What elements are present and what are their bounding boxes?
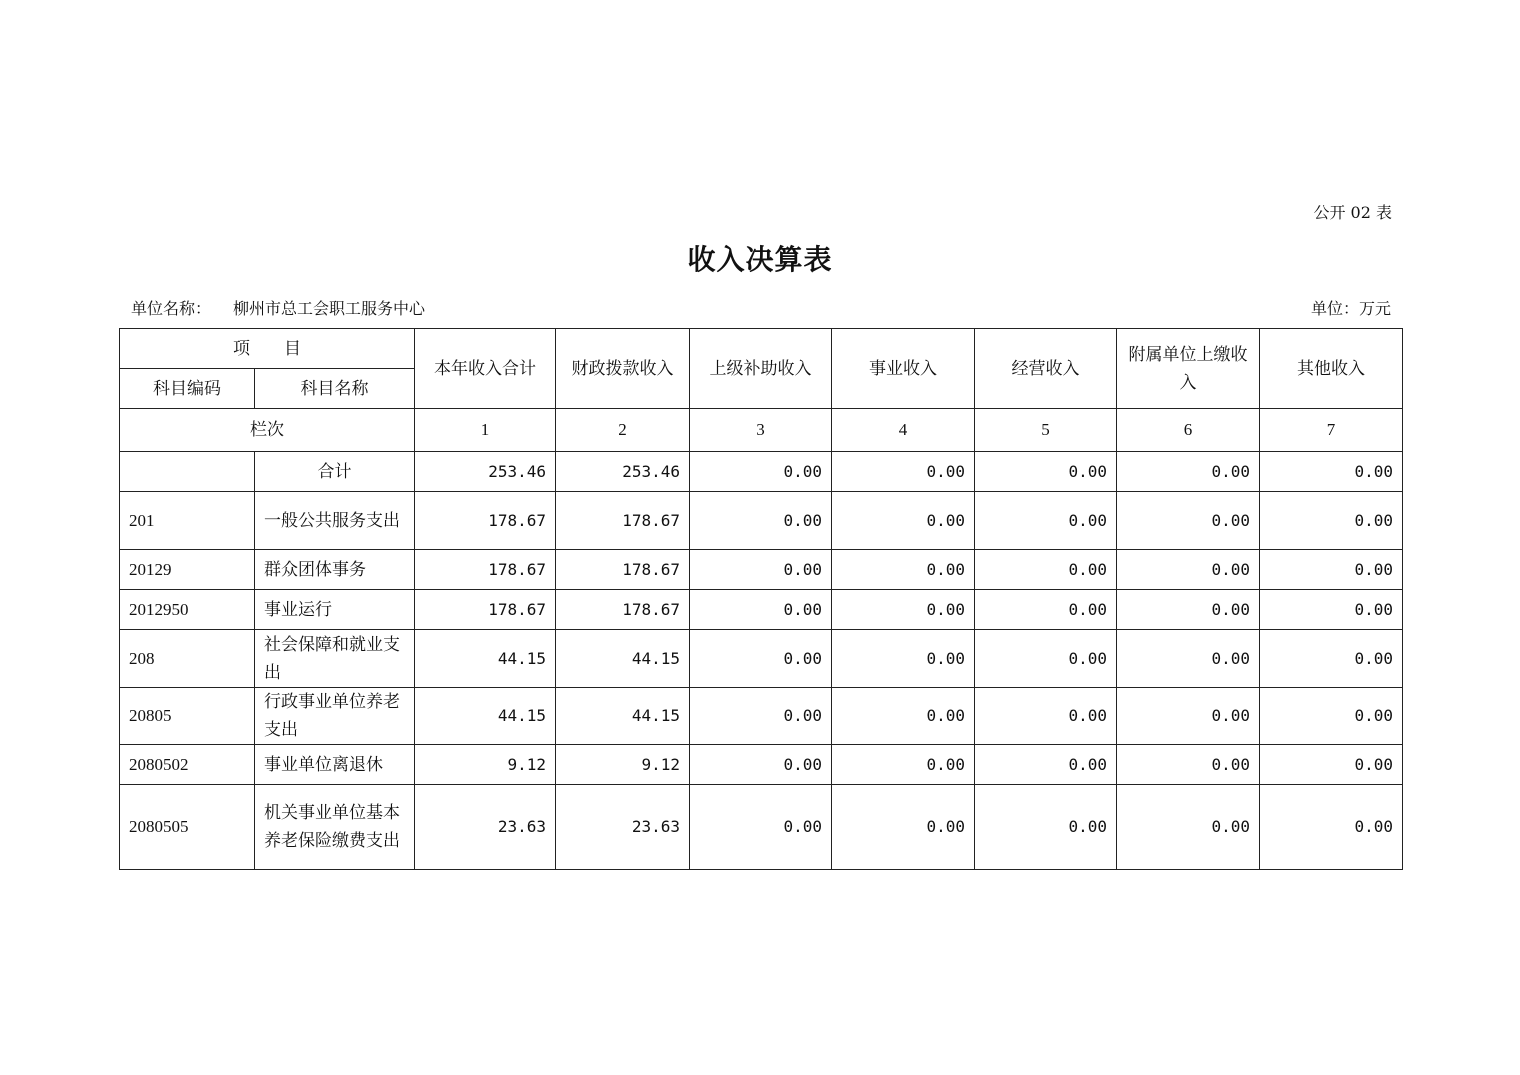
subject-code-cell: 20129 — [120, 550, 255, 590]
subject-name-cell: 事业单位离退休 — [255, 745, 415, 785]
subject-name-cell: 行政事业单位养老支出 — [255, 688, 415, 745]
value-cell: 0.00 — [690, 785, 832, 870]
subject-name-cell: 社会保障和就业支出 — [255, 630, 415, 688]
header-project: 项 目 — [120, 329, 415, 369]
value-cell: 178.67 — [556, 492, 690, 550]
value-cell: 178.67 — [415, 550, 556, 590]
value-cell: 0.00 — [690, 630, 832, 688]
table-row-total — [120, 452, 1403, 492]
page-title: 收入决算表 — [687, 243, 833, 276]
subject-code-cell: 208 — [120, 630, 255, 688]
value-cell: 0.00 — [690, 492, 832, 550]
order-number: 7 — [1260, 409, 1403, 452]
value-cell: 0.00 — [975, 492, 1117, 550]
value-cell: 0.00 — [1117, 745, 1260, 785]
unit-name-line — [131, 296, 425, 319]
value-cell: 0.00 — [1117, 590, 1260, 630]
value-cell: 0.00 — [1117, 492, 1260, 550]
header-total: 本年收入合计 — [415, 329, 556, 409]
order-number: 2 — [556, 409, 690, 452]
value-cell: 178.67 — [415, 590, 556, 630]
order-number: 3 — [690, 409, 832, 452]
value-cell: 0.00 — [690, 688, 832, 745]
header-affiliated: 附属单位上缴收入 — [1117, 329, 1260, 409]
value-cell: 0.00 — [1260, 630, 1403, 688]
value-cell: 0.00 — [690, 550, 832, 590]
header-subject-name: 科目名称 — [255, 369, 415, 409]
subject-name-cell: 事业运行 — [255, 590, 415, 630]
table-row — [120, 492, 1403, 550]
value-cell: 44.15 — [415, 688, 556, 745]
income-statement-table — [119, 328, 1403, 870]
table-row — [120, 785, 1403, 870]
subject-code-cell: 201 — [120, 492, 255, 550]
value-cell: 178.67 — [556, 590, 690, 630]
value-cell: 0.00 — [832, 590, 975, 630]
value-cell: 0.00 — [1117, 630, 1260, 688]
value-cell: 178.67 — [415, 492, 556, 550]
subject-name-cell: 机关事业单位基本养老保险缴费支出 — [255, 785, 415, 870]
value-cell: 0.00 — [975, 550, 1117, 590]
value-cell: 178.67 — [556, 550, 690, 590]
order-label: 栏次 — [120, 409, 415, 452]
value-cell: 253.46 — [415, 452, 556, 492]
value-cell: 0.00 — [1260, 492, 1403, 550]
subject-code-cell: 2012950 — [120, 590, 255, 630]
value-cell: 0.00 — [832, 492, 975, 550]
value-cell: 0.00 — [832, 452, 975, 492]
value-cell: 0.00 — [975, 785, 1117, 870]
value-cell: 0.00 — [1260, 550, 1403, 590]
value-cell: 0.00 — [690, 452, 832, 492]
subject-code-cell: 2080505 — [120, 785, 255, 870]
table-row — [120, 550, 1403, 590]
table-header — [120, 329, 1403, 452]
header-business: 事业收入 — [832, 329, 975, 409]
header-subject-code: 科目编码 — [120, 369, 255, 409]
form-number: 公开 02 表 — [1313, 203, 1392, 222]
table-row — [120, 745, 1403, 785]
order-number: 4 — [832, 409, 975, 452]
value-cell: 23.63 — [556, 785, 690, 870]
value-cell: 0.00 — [975, 590, 1117, 630]
value-cell: 44.15 — [556, 688, 690, 745]
value-cell: 23.63 — [415, 785, 556, 870]
subject-name-cell: 群众团体事务 — [255, 550, 415, 590]
value-cell: 0.00 — [690, 745, 832, 785]
header-fiscal: 财政拨款收入 — [556, 329, 690, 409]
value-cell: 0.00 — [832, 745, 975, 785]
header-other: 其他收入 — [1260, 329, 1403, 409]
currency-unit: 单位：万元 — [1310, 299, 1391, 318]
subject-code-cell: 20805 — [120, 688, 255, 745]
header-superior: 上级补助收入 — [690, 329, 832, 409]
table-row — [120, 688, 1403, 745]
value-cell: 0.00 — [1117, 550, 1260, 590]
table-row — [120, 630, 1403, 688]
value-cell: 0.00 — [975, 630, 1117, 688]
value-cell: 0.00 — [1117, 785, 1260, 870]
value-cell: 0.00 — [832, 630, 975, 688]
value-cell: 0.00 — [1260, 745, 1403, 785]
value-cell: 0.00 — [832, 688, 975, 745]
value-cell: 0.00 — [1260, 452, 1403, 492]
order-number: 1 — [415, 409, 556, 452]
value-cell: 44.15 — [415, 630, 556, 688]
subject-name-cell: 一般公共服务支出 — [255, 492, 415, 550]
value-cell: 0.00 — [975, 745, 1117, 785]
value-cell: 0.00 — [1117, 452, 1260, 492]
value-cell: 0.00 — [832, 785, 975, 870]
value-cell: 9.12 — [556, 745, 690, 785]
header-operating: 经营收入 — [975, 329, 1117, 409]
value-cell: 0.00 — [1260, 590, 1403, 630]
subject-code-cell: 2080502 — [120, 745, 255, 785]
value-cell: 0.00 — [1260, 785, 1403, 870]
value-cell: 0.00 — [690, 590, 832, 630]
value-cell: 9.12 — [415, 745, 556, 785]
value-cell: 44.15 — [556, 630, 690, 688]
value-cell: 0.00 — [975, 688, 1117, 745]
order-number: 6 — [1117, 409, 1260, 452]
unit-name-value: 柳州市总工会职工服务中心 — [233, 299, 426, 318]
value-cell: 0.00 — [832, 550, 975, 590]
unit-name-label: 单位名称： — [131, 299, 212, 318]
value-cell: 0.00 — [1117, 688, 1260, 745]
subject-code-cell — [120, 452, 255, 492]
table-row — [120, 590, 1403, 630]
subject-name-cell: 合计 — [255, 452, 415, 492]
value-cell: 0.00 — [1260, 688, 1403, 745]
table-body — [120, 452, 1403, 870]
order-number: 5 — [975, 409, 1117, 452]
value-cell: 0.00 — [975, 452, 1117, 492]
value-cell: 253.46 — [556, 452, 690, 492]
